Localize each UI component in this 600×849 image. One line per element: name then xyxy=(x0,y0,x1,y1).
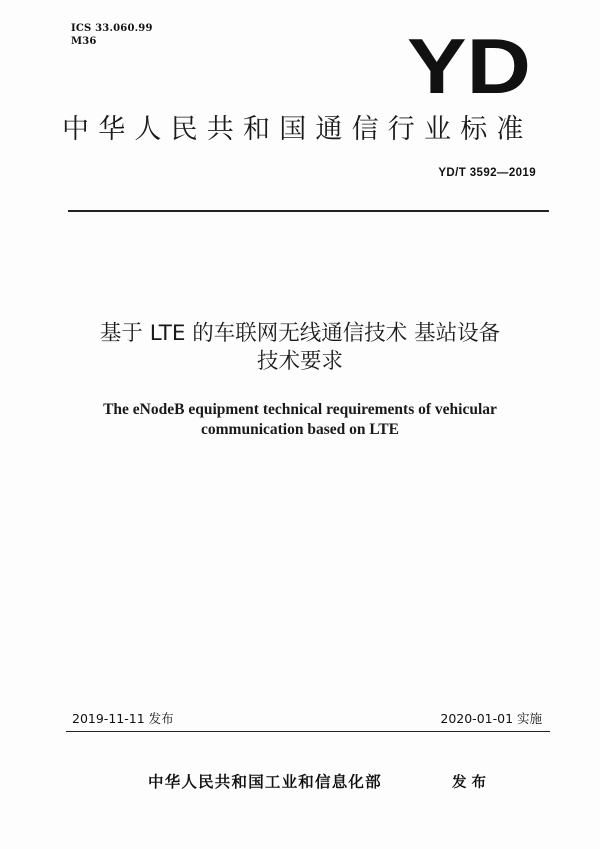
chinese-title-line-1: 基于 LTE 的车联网无线通信技术 基站设备 xyxy=(99,321,501,346)
english-title-line-1: The eNodeB equipment technical requirements of vehicular xyxy=(103,401,497,418)
publish-label: 发布 xyxy=(452,775,491,791)
yd-logo-text: YD xyxy=(407,30,531,100)
publisher-name: 中华人民共和国工业和信息化部 xyxy=(148,773,382,791)
chinese-title xyxy=(0,320,600,376)
yd-logo xyxy=(405,30,533,100)
ccs-code: M36 xyxy=(71,36,97,47)
ics-code: ICS 33.060.99 xyxy=(71,23,153,34)
header-divider xyxy=(68,210,549,212)
english-title xyxy=(0,400,600,440)
english-title-line-2: communication based on LTE xyxy=(201,421,399,438)
issue-date: 2019-11-11 发布 xyxy=(72,711,174,726)
standard-category: 中华人民共和国通信行业标准 xyxy=(62,114,533,145)
chinese-title-line-2: 技术要求 xyxy=(256,349,343,374)
footer-divider xyxy=(66,731,550,732)
standard-number: YD/T 3592—2019 xyxy=(438,167,536,179)
classification-codes xyxy=(71,22,153,48)
implementation-date: 2020-01-01 实施 xyxy=(440,711,542,726)
